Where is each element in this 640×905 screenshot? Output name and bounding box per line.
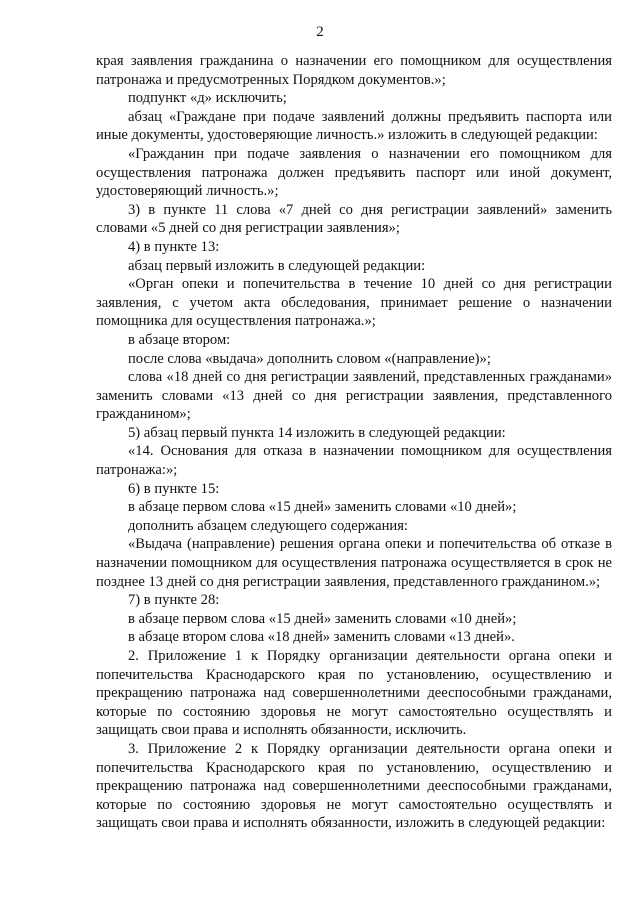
document-paragraph: слова «18 дней со дня регистрации заявлений, представленных гражданами» заменить словами «13 дней со дня регистрации заявления, представленного гражданином»; xyxy=(96,369,612,423)
document-paragraph: 7) в пункте 28: xyxy=(128,592,220,609)
document-paragraph: абзац первый изложить в следующей редакции: xyxy=(128,257,426,274)
document-paragraph: «14. Основания для отказа в назначении помощником для осуществления патронажа:»; xyxy=(96,443,612,479)
document-paragraph: в абзаце втором слова «18 дней» заменить словами «13 дней». xyxy=(128,629,515,646)
document-paragraph: 6) в пункте 15: xyxy=(128,480,220,497)
document-paragraph: 4) в пункте 13: xyxy=(128,238,220,255)
document-paragraph: подпункт «д» исключить; xyxy=(128,90,287,107)
page-number: 2 xyxy=(316,24,324,40)
document-paragraph: после слова «выдача» дополнить словом «(направление)»; xyxy=(128,350,491,367)
document-paragraph: «Гражданин при подаче заявления о назначении его помощником для осуществления патронажа должен предъявить паспорт или иной документ, удостоверяющий личность.»; xyxy=(96,145,612,200)
document-body xyxy=(96,52,612,833)
document-paragraph: 2. Приложение 1 к Порядку организации деятельности органа опеки и попечительства Краснодарского края по установлению, осуществлению и прекращению патронажа над совершеннолетними дееспособными гражданами, которые по состоянию здоровья не могут самостоятельно осуществлять и защищать свои права и исполнять обязанности, исключить. xyxy=(96,648,612,739)
document-paragraph: 3) в пункте 11 слова «7 дней со дня регистрации заявлений» заменить словами «5 дней со дня регистрации заявления»; xyxy=(96,201,612,237)
document-paragraph: 3. Приложение 2 к Порядку организации деятельности органа опеки и попечительства Краснодарского края по установлению, осуществлению и прекращению патронажа над совершеннолетними дееспособными гражданами, которые по состоянию здоровья не могут самостоятельно осуществлять и защищать свои права и исполнять обязанности, изложить в следующей редакции: xyxy=(96,740,612,832)
document-paragraph: «Орган опеки и попечительства в течение 10 дней со дня регистрации заявления, с учетом акта обследования, принимает решение о назначении помощника для осуществления патронажа.»; xyxy=(96,276,612,330)
document-paragraph: края заявления гражданина о назначении его помощником для осуществления патронажа и предусмотренных Порядком документов.»; xyxy=(96,53,612,88)
document-paragraph: в абзаце втором: xyxy=(128,331,231,348)
document-paragraph: абзац «Граждане при подаче заявлений должны предъявить паспорта или иные документы, удостоверяющие личность.» изложить в следующей редакции: xyxy=(96,108,612,144)
document-paragraph: в абзаце первом слова «15 дней» заменить словами «10 дней»; xyxy=(128,499,517,516)
document-paragraph: в абзаце первом слова «15 дней» заменить словами «10 дней»; xyxy=(128,610,517,627)
document-paragraph: дополнить абзацем следующего содержания: xyxy=(128,517,408,534)
document-paragraph: 5) абзац первый пункта 14 изложить в следующей редакции: xyxy=(128,424,506,441)
document-paragraph: «Выдача (направление) решения органа опеки и попечительства об отказе в назначении помощником для осуществления патронажа осуществляется в срок не позднее 13 дней со дня регистрации заявления, представленного гражданином.»; xyxy=(96,536,612,590)
